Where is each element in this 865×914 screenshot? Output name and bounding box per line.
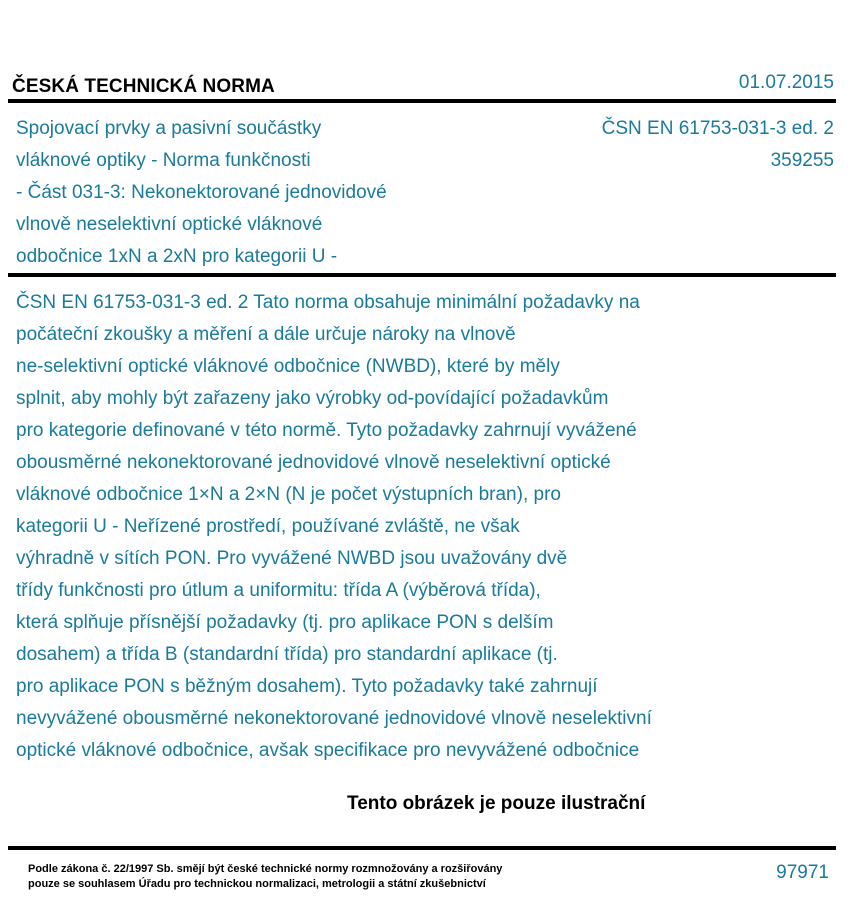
abstract-line: obousměrné nekonektorované jednovidové vlnově neselektivní optické [16,452,611,473]
standard-title-line: vláknové optiky - Norma funkčnosti [16,150,311,171]
abstract-line: pro aplikace PON s běžným dosahem). Tyto požadavky také zahrnují [16,676,598,697]
abstract-line: ČSN EN 61753-031-3 ed. 2 Tato norma obsahuje minimální požadavky na [16,292,640,313]
abstract-line: která splňuje přísnější požadavky (tj. pro aplikace PON s delším [16,612,554,633]
abstract-line: dosahem) a třída B (standardní třída) pro standardní aplikace (tj. [16,644,558,665]
publication-date: 01.07.2015 [738,72,834,93]
title-divider [8,273,836,277]
catalog-number: 359255 [770,150,834,171]
illustration-note: Tento obrázek je pouze ilustrační [347,793,646,814]
legal-notice-line: Podle zákona č. 22/1997 Sb. smějí být české technické normy rozmnožovány a rozšiřovány [28,863,503,875]
standard-title-line: vlnově neselektivní optické vláknové [16,214,323,235]
abstract-line: optické vláknové odbočnice, avšak specifikace pro nevyvážené odbočnice [16,740,640,761]
legal-notice-line: pouze se souhlasem Úřadu pro technickou normalizaci, metrologii a státní zkušebnictví [28,878,486,890]
abstract-line: ne-selektivní optické vláknové odbočnice (NWBD), které by měly [16,356,560,377]
standard-code: ČSN EN 61753-031-3 ed. 2 [601,118,834,139]
document-header-title: ČESKÁ TECHNICKÁ NORMA [12,76,275,97]
footer-divider [8,846,836,850]
abstract-line: počáteční zkoušky a měření a dále určuje nároky na vlnově [16,324,516,345]
document-number: 97971 [776,862,829,883]
abstract-line: výhradně v sítích PON. Pro vyvážené NWBD jsou uvažovány dvě [16,548,568,569]
standard-title-line: odbočnice 1xN a 2xN pro kategorii U - [16,246,338,267]
standard-title-line: Spojovací prvky a pasivní součástky [16,118,322,139]
abstract-line: vláknové odbočnice 1×N a 2×N (N je počet výstupních bran), pro [16,484,561,505]
header-divider [8,99,836,103]
abstract-line: kategorii U - Neřízené prostředí, používané zvláště, ne však [16,516,520,537]
abstract-line: třídy funkčnosti pro útlum a uniformitu: třída A (výběrová třída), [16,580,541,601]
abstract-line: pro kategorie definované v této normě. Tyto požadavky zahrnují vyvážené [16,420,637,441]
standard-title-line: - Část 031-3: Nekonektorované jednovidové [16,182,387,203]
abstract-line: nevyvážené obousměrné nekonektorované jednovidové vlnově neselektivní [16,708,652,729]
abstract-line: splnit, aby mohly být zařazeny jako výrobky od-povídající požadavkům [16,388,609,409]
